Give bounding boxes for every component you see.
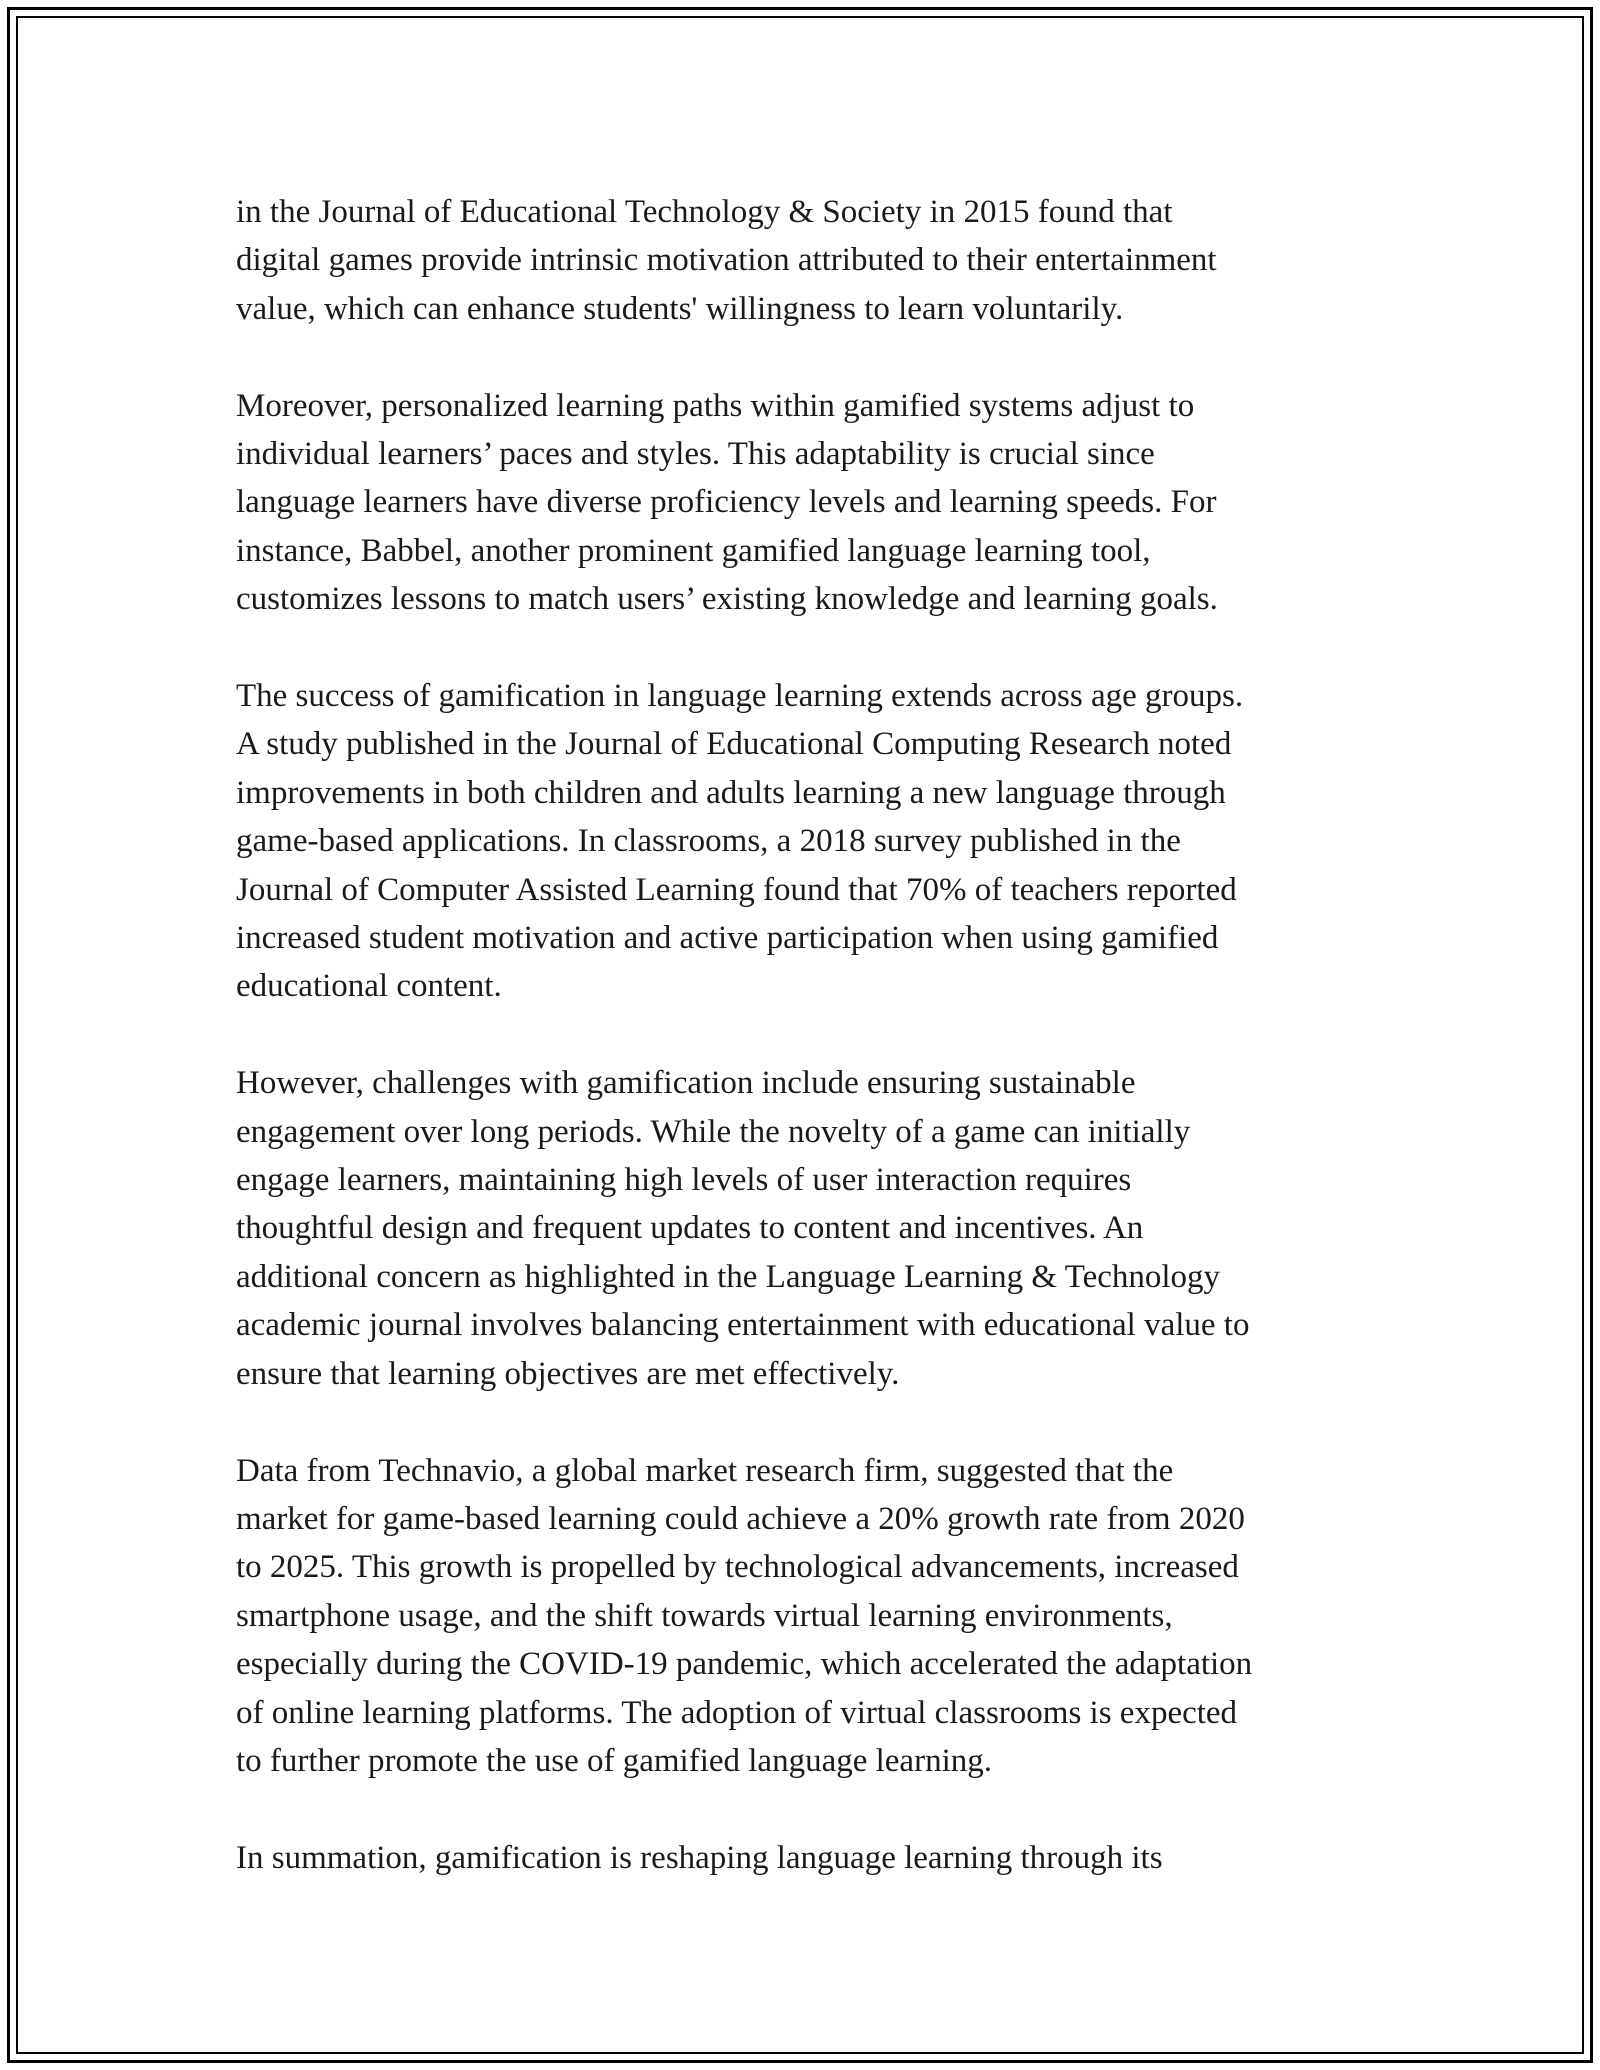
- paragraph-market-growth: Data from Technavio, a global market research firm, suggested that the market for game-based learning could achieve a 20% growth rate from 2020 to 2025. This growth is propelled by technological advancements, increased smartphone usage, and the shift towards virtual learning environments, especially during the COVID-19 pandemic, which accelerated the adaptation of online learning platforms. The adoption of virtual classrooms is expected to further promote the use of gamified language learning.: [236, 1452, 1253, 1779]
- paragraph-personalized-learning: Moreover, personalized learning paths within gamified systems adjust to individual learners’ paces and styles. This adaptability is crucial since language learners have diverse proficiency levels and learning speeds. For instance, Babbel, another prominent gamified language learning tool, customizes lessons to match users’ existing knowledge and learning goals.: [236, 387, 1218, 618]
- paragraph-summation: In summation, gamification is reshaping language learning through its: [236, 1839, 1163, 1876]
- document-body: [236, 188, 1366, 1931]
- paragraph-age-groups: The success of gamification in language learning extends across age groups. A study published in the Journal of Educational Computing Research noted improvements in both children and adults learning a new language through game-based applications. In classrooms, a 2018 survey published in the Journal of Computer Assisted Learning found that 70% of teachers reported increased student motivation and active participation when using gamified educational content.: [236, 678, 1244, 1005]
- paragraph-journal-edtech: in the Journal of Educational Technology & Society in 2015 found that digital games provide intrinsic motivation attributed to their entertainment value, which can enhance students' willingness to learn voluntarily.: [236, 194, 1217, 327]
- paragraph-challenges: However, challenges with gamification include ensuring sustainable engagement over long periods. While the novelty of a game can initially engage learners, maintaining high levels of user interaction requires thoughtful design and frequent updates to content and incentives. An additional concern as highlighted in the Language Learning & Technology academic journal involves balancing entertainment with educational value to ensure that learning objectives are met effectively.: [236, 1065, 1250, 1392]
